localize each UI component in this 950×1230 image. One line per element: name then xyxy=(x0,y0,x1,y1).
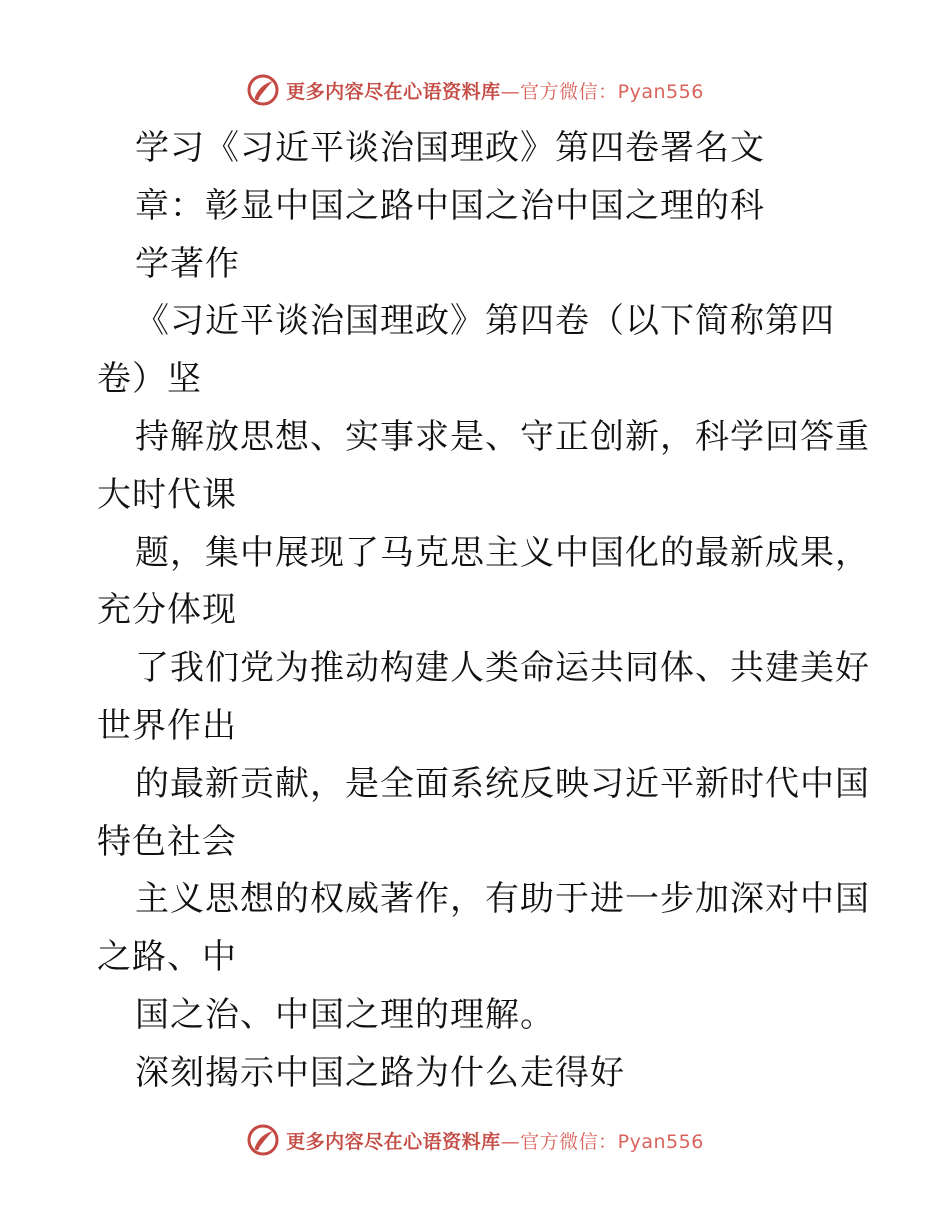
brush-seal-icon xyxy=(246,1123,280,1157)
text-line: 学习《习近平谈治国理政》第四卷署名文 xyxy=(135,128,765,168)
text-line: 章：彰显中国之路中国之治中国之理的科 xyxy=(135,185,765,226)
text-line: 学著作 xyxy=(135,243,240,284)
header-watermark-text xyxy=(286,77,704,104)
brush-seal-icon xyxy=(246,73,280,107)
text-line: 了我们党为推动构建人类命运共同体、共建美好 xyxy=(135,648,870,689)
text-line: 持解放思想、实事求是、守正创新，科学回答重 xyxy=(135,416,870,457)
text-line: 国之治、中国之理的理解。 xyxy=(135,994,555,1035)
footer-main-text: 更多内容尽在心语资料库 xyxy=(286,1130,501,1153)
header-main-text: 更多内容尽在心语资料库 xyxy=(286,80,501,103)
text-line: 的最新贡献，是全面系统反映习近平新时代中国 xyxy=(135,763,870,804)
text-line: 大时代课 xyxy=(97,474,237,515)
text-line: 主义思想的权威著作，有助于进一步加深对中国 xyxy=(135,879,870,920)
header-dash-text: —官方微信：Pyan556 xyxy=(500,80,704,103)
footer-watermark xyxy=(0,1120,950,1160)
footer-watermark-text xyxy=(286,1127,704,1154)
document-body xyxy=(97,120,877,1103)
text-line: 题，集中展现了马克思主义中国化的最新成果， xyxy=(135,532,870,573)
header-watermark xyxy=(0,70,950,110)
text-line: 之路、中 xyxy=(97,937,237,978)
text-line: 充分体现 xyxy=(97,590,237,631)
text-line: 世界作出 xyxy=(97,705,237,746)
text-line: 深刻揭示中国之路为什么走得好 xyxy=(135,1052,625,1093)
text-line: 《习近平谈治国理政》第四卷（以下简称第四 xyxy=(135,301,835,342)
footer-dash-text: —官方微信：Pyan556 xyxy=(500,1130,704,1153)
text-line: 特色社会 xyxy=(97,821,237,862)
text-line: 卷）坚 xyxy=(97,359,202,400)
